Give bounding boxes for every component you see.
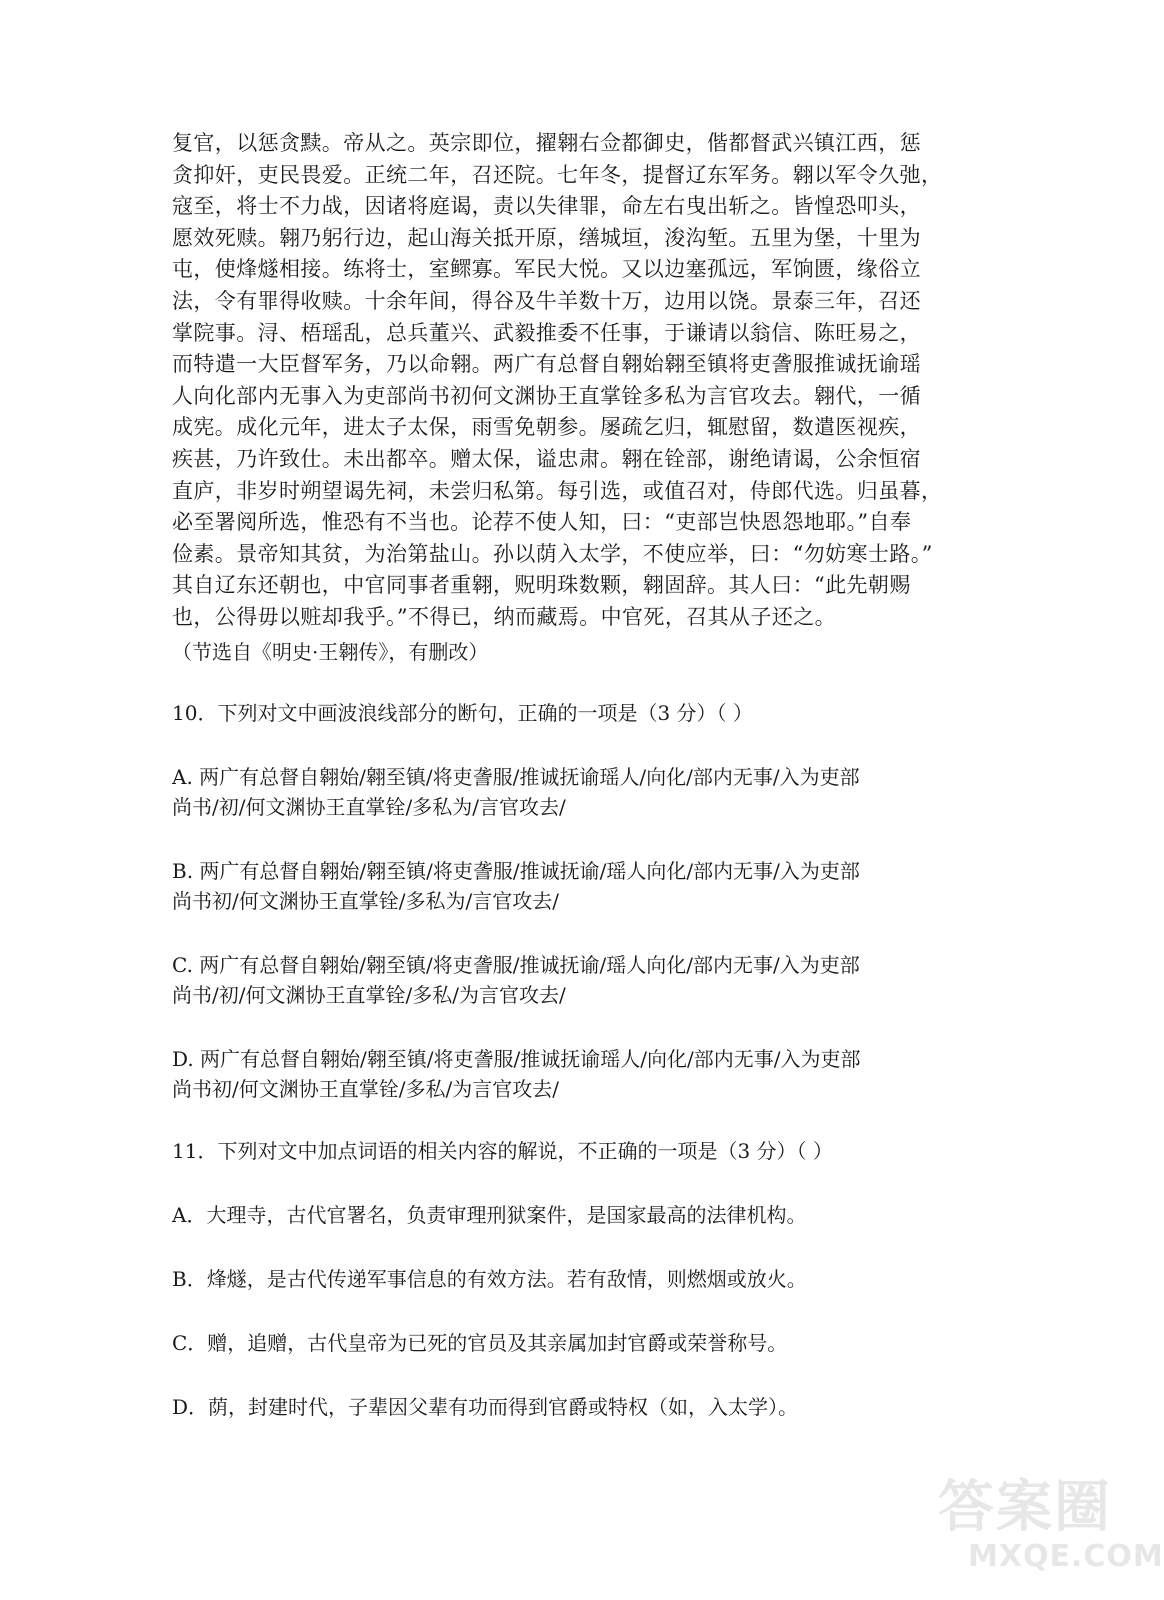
question-10-option-a: [172, 762, 972, 822]
question-11-stem: 11．下列对文中加点词语的相关内容的解说，不正确的一项是（3 分）（ ）: [172, 1139, 833, 1163]
passage-line: 其自辽东还朝也，中官同事者重翱，贶明珠数颗，翱固辞。其人曰：“此先朝赐: [172, 573, 911, 598]
passage-line: 也，公得毋以赃却我乎。”不得已，纳而藏焉。中官死，召其从子还之。: [172, 604, 837, 629]
passage-line: 而特遣一大臣督军务，乃以命翱。两广有总督自翱始翱至镇将吏詟服推诚抚谕瑶: [172, 352, 921, 377]
passage-line: 寇至，将士不力战，因诸将庭谒，责以失律罪，命左右曳出斩之。皆惶恐叩头，: [172, 194, 921, 219]
passage-line: 法，令有罪得收赎。十余年间，得谷及牛羊数十万，边用以饶。景泰三年，召还: [172, 288, 921, 313]
question-11-option-c: C．赠，追赠，古代皇帝为已死的官员及其亲属加封官爵或荣誉称号。: [172, 1331, 788, 1355]
passage-line: 直庐，非岁时朔望谒先祠，未尝归私第。每引选，或值召对，侍郎代选。归虽暮，: [172, 478, 943, 503]
option-line: C. 两广有总督自翱始/翱至镇/将吏詟服/推诚抚谕/瑶人向化/部内无事/入为吏部: [172, 953, 860, 977]
question-11-option-b: B．烽燧，是古代传递军事信息的有效方法。若有敌情，则燃烟或放火。: [172, 1267, 807, 1291]
source-note: （节选自《明史·王翱传》，有删改）: [172, 640, 489, 664]
passage-line: 俭素。景帝知其贫，为治第盐山。孙以荫入太学，不使应举，曰：“勿妨寒士路。”: [172, 541, 933, 566]
passage-line: 疾甚，乃许致仕。未出都卒。赠太保，谥忠肃。翱在铨部，谢绝请谒，公余恒宿: [172, 446, 921, 471]
passage-line: 屯，使烽燧相接。练将士，室鳏寡。军民大悦。又以边塞孤远，军饷匮，缘俗立: [172, 257, 921, 282]
site-watermark: [928, 1475, 1164, 1588]
passage-line: 愿效死赎。翱乃躬行边，起山海关抵开原，缮城垣，浚沟堑。五里为堡，十里为: [172, 225, 921, 250]
passage-line: 人向化部内无事入为吏部尚书初何文渊协王直掌铨多私为言官攻去。翱代，一循: [172, 383, 921, 408]
option-line: D. 两广有总督自翱始/翱至镇/将吏詟服/推诚抚谕瑶人/向化/部内无事/入为吏部: [172, 1047, 861, 1071]
question-10-option-d: [172, 1044, 972, 1104]
option-line: B. 两广有总督自翱始/翱至镇/将吏詟服/推诚抚谕/瑶人向化/部内无事/入为吏部: [172, 859, 860, 883]
watermark-logo: 答案圈: [938, 1475, 1112, 1540]
passage-line: 掌院事。浔、梧瑶乱，总兵董兴、武毅推委不任事，于谦请以翁信、陈旺易之，: [172, 320, 921, 345]
passage-line: 贪抑奸，吏民畏爱。正统二年，召还院。七年冬，提督辽东军务。翱以军令久弛，: [172, 162, 943, 187]
option-line: A. 两广有总督自翱始/翱至镇/将吏詟服/推诚抚谕瑶人/向化/部内无事/入为吏部: [172, 765, 860, 789]
passage-line: 必至署阅所选，惟恐有不当也。论荐不使人知，曰：“吏部岂快恩怨地耶。”自奉: [172, 510, 912, 535]
option-line: 尚书初/何文渊协王直掌铨/多私/为言官攻去/: [172, 1077, 559, 1101]
option-line: 尚书/初/何文渊协王直掌铨/多私/为言官攻去/: [172, 983, 566, 1007]
question-11-option-d: D．荫，封建时代，子辈因父辈有功而得到官爵或特权（如，入太学）。: [172, 1395, 799, 1419]
passage-line: 成宪。成化元年，进太子太保，雨雪免朝参。屡疏乞归，辄慰留，数遣医视疾，: [172, 415, 921, 440]
watermark-url: MXQE.COM: [968, 1539, 1164, 1574]
question-10-option-b: [172, 856, 972, 916]
question-10-stem: 10．下列对文中画波浪线部分的断句，正确的一项是（3 分）（ ）: [172, 701, 753, 725]
question-11-option-a: A．大理寺，古代官署名，负责审理刑狱案件，是国家最高的法律机构。: [172, 1203, 807, 1227]
option-line: 尚书/初/何文渊协王直掌铨/多私为/言官攻去/: [172, 795, 566, 819]
classical-passage: [172, 128, 972, 634]
passage-line: 复官，以惩贪黩。帝从之。英宗即位，擢翱右佥都御史，偕都督武兴镇江西，惩: [172, 131, 921, 155]
option-line: 尚书初/何文渊协王直掌铨/多私为/言官攻去/: [172, 889, 559, 913]
question-10-option-c: [172, 950, 972, 1010]
